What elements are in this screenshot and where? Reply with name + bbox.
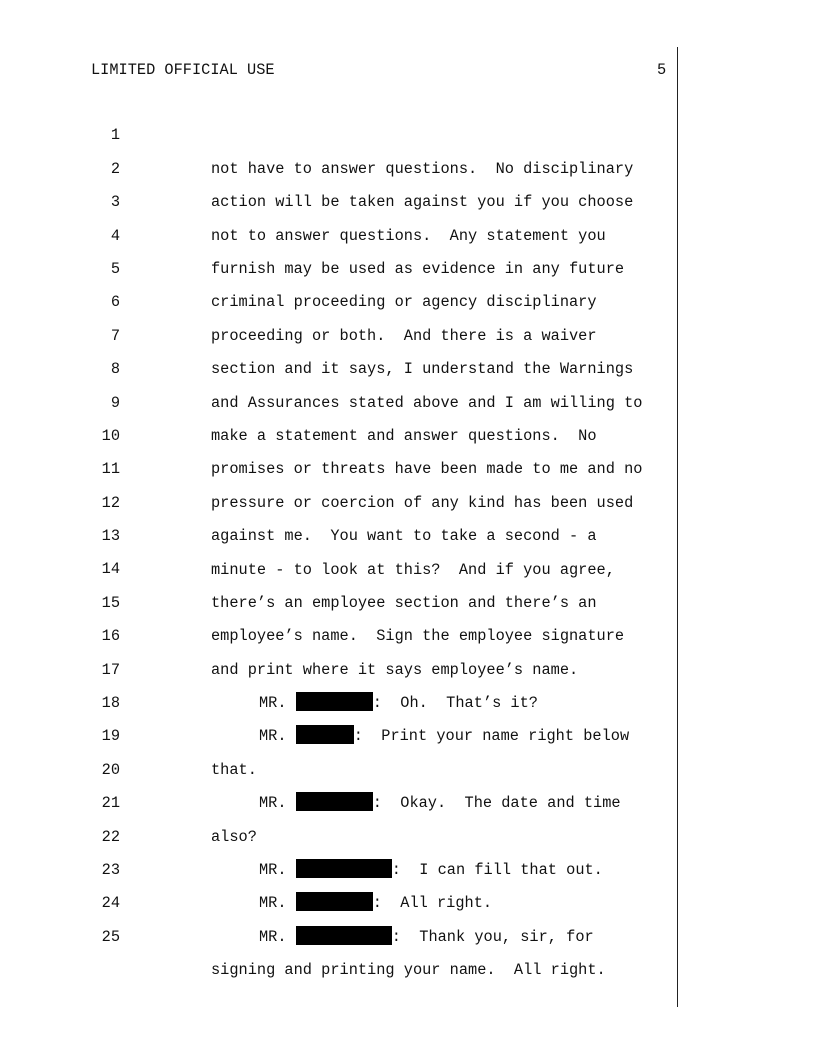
line-number: 12: [101, 493, 120, 512]
line-number: 25: [101, 927, 120, 946]
line-text: pressure or coercion of any kind has been used: [211, 493, 634, 512]
line-text: proceeding or both. And there is a waiver: [211, 326, 597, 345]
line-text: also?: [211, 827, 257, 846]
line-number: 10: [101, 426, 120, 445]
line-number: 20: [101, 760, 120, 779]
line-number: 18: [101, 694, 120, 713]
line-number: 22: [101, 827, 120, 846]
line-text: : I can fill that out.: [391, 861, 603, 880]
line-number: 6: [110, 293, 120, 312]
line-text: not have to answer questions. No disciplinary: [211, 159, 634, 178]
line-number: 16: [101, 627, 120, 646]
line-text: and print where it says employee’s name.: [211, 660, 579, 679]
line-text: furnish may be used as evidence in any future: [211, 259, 625, 278]
transcript-lines: [0, 86, 700, 980]
classification-marking: LIMITED OFFICIAL USE: [91, 61, 275, 79]
redaction-box: [296, 926, 392, 945]
line-text: minute - to look at this? And if you agree,: [211, 560, 615, 579]
line-text: not to answer questions. Any statement you: [211, 226, 606, 245]
line-number: 2: [110, 159, 120, 178]
line-number: 4: [110, 226, 120, 245]
line-text: action will be taken against you if you choose: [211, 193, 634, 212]
line-number: 19: [101, 727, 120, 746]
speaker-prefix: MR.: [259, 861, 287, 880]
speaker-prefix: MR.: [259, 927, 287, 946]
line-text: that.: [211, 760, 257, 779]
line-text: signing and printing your name. All right.: [211, 961, 606, 980]
line-text: and Assurances stated above and I am willing to: [211, 393, 643, 412]
speaker-prefix: MR.: [259, 794, 287, 813]
line-text: : Print your name right below: [353, 727, 630, 746]
line-number: 14: [101, 560, 120, 579]
line-text: : All right.: [372, 894, 493, 913]
line-text: against me. You want to take a second - a: [211, 527, 597, 546]
line-number: 1: [110, 126, 120, 145]
line-number: 11: [101, 460, 120, 479]
line-text: : Okay. The date and time: [372, 794, 621, 813]
line-number: 5: [110, 259, 120, 278]
line-number: 3: [110, 193, 120, 212]
line-number: 7: [110, 326, 120, 345]
line-number: 8: [110, 360, 120, 379]
speaker-line: [259, 921, 594, 954]
transcript-line: [0, 86, 700, 178]
speaker-prefix: MR.: [259, 694, 287, 713]
line-text: promises or threats have been made to me and no: [211, 460, 643, 479]
line-text: employee’s name. Sign the employee signature: [211, 627, 625, 646]
line-number: 23: [101, 861, 120, 879]
speaker-prefix: MR.: [259, 894, 287, 913]
line-text: : Oh. That’s it?: [372, 694, 538, 713]
page-number: 5: [657, 61, 667, 79]
line-text: make a statement and answer questions. No: [211, 426, 597, 445]
line-number: 24: [101, 894, 120, 913]
line-number: 21: [101, 794, 120, 813]
line-text: section and it says, I understand the Warnings: [211, 360, 634, 379]
line-text: : Thank you, sir, for: [391, 927, 594, 946]
line-number: 9: [110, 393, 120, 412]
line-number: 17: [101, 660, 120, 679]
line-text: criminal proceeding or agency disciplinary: [211, 293, 597, 312]
speaker-prefix: MR.: [259, 727, 287, 746]
line-text: there’s an employee section and there’s an: [211, 593, 597, 612]
line-number: 13: [101, 527, 120, 546]
line-number: 15: [101, 593, 120, 612]
